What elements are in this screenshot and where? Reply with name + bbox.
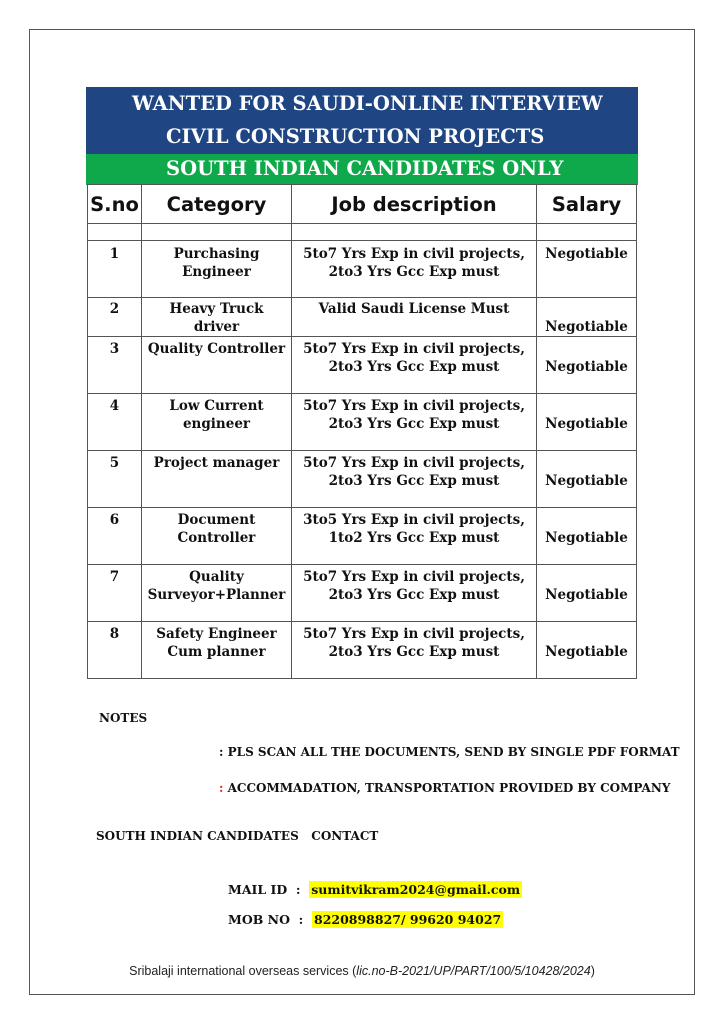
cell-category	[142, 241, 292, 298]
cell-line: Document	[177, 512, 256, 528]
mobile-separator: :	[289, 912, 312, 927]
cell-job-description	[292, 565, 537, 622]
mobile-label: MOB NO	[228, 912, 290, 927]
cell-line: 2	[109, 301, 120, 317]
cell-line: Controller	[177, 530, 256, 546]
mail-value[interactable]: sumitvikram2024@gmail.com	[311, 882, 521, 897]
cell-line: 5to7 Yrs Exp in civil projects,	[303, 398, 525, 414]
cell-salary	[537, 394, 637, 451]
cell-job-description	[292, 508, 537, 565]
cell-salary	[537, 451, 637, 508]
note-scan-documents	[219, 745, 680, 759]
cell-line: 2to3 Yrs Gcc Exp must	[328, 264, 500, 280]
cell-line: 7	[109, 569, 120, 585]
footer-license: lic.no-B-2021/UP/PART/100/5/10428/2024	[356, 964, 591, 978]
cell-line: Valid Saudi License Must	[318, 301, 510, 317]
cell-line: Purchasing	[173, 246, 260, 262]
cell-line: 6	[109, 512, 120, 528]
notes-label: NOTES	[99, 711, 148, 725]
cell-category	[142, 394, 292, 451]
cell-job-description	[292, 298, 537, 337]
header-sno: S.no	[88, 185, 142, 224]
cell-line: 5	[109, 455, 120, 471]
cell-salary	[537, 508, 637, 565]
cell-salary	[537, 298, 637, 337]
cell-line: 5to7 Yrs Exp in civil projects,	[303, 569, 525, 585]
header-salary: Salary	[537, 185, 637, 224]
cell-line: 3to5 Yrs Exp in civil projects,	[303, 512, 525, 528]
cell-sno	[88, 622, 142, 679]
note-colon: :	[219, 781, 224, 795]
cell-salary	[537, 565, 637, 622]
table-row	[88, 337, 637, 394]
cell-category	[142, 298, 292, 337]
cell-line: Quality Controller	[147, 341, 286, 357]
cell-line: driver	[193, 319, 240, 335]
note-accommodation	[219, 781, 670, 795]
footer-close: )	[590, 964, 595, 978]
header-category: Category	[142, 185, 292, 224]
banner-subtitle: CIVIL CONSTRUCTION PROJECTS	[86, 120, 638, 154]
mail-line	[228, 882, 522, 897]
table-spacer-row	[88, 224, 637, 241]
cell-line: 8	[109, 626, 120, 642]
banner-title: WANTED FOR SAUDI-ONLINE INTERVIEW	[86, 87, 638, 120]
cell-line: Low Current	[169, 398, 264, 414]
note-text: ACCOMMADATION, TRANSPORTATION PROVIDED BY COMPANY	[223, 781, 671, 795]
cell-sno	[88, 337, 142, 394]
job-rows	[88, 241, 637, 679]
table-row	[88, 508, 637, 565]
cell-line: Negotiable	[545, 587, 628, 603]
mail-label: MAIL ID	[228, 882, 288, 897]
contact-heading: SOUTH INDIAN CANDIDATES CONTACT	[96, 829, 379, 843]
cell-category	[142, 451, 292, 508]
cell-line: Engineer	[182, 264, 251, 280]
cell-line: 1to2 Yrs Gcc Exp must	[328, 530, 500, 546]
cell-line: engineer	[182, 416, 251, 432]
cell-sno	[88, 565, 142, 622]
cell-line: 1	[109, 246, 120, 262]
jobs-table	[87, 184, 637, 679]
cell-line: Negotiable	[545, 246, 628, 262]
cell-line: Surveyor+Planner	[147, 587, 286, 603]
header-job-description: Job description	[292, 185, 537, 224]
cell-line: 2to3 Yrs Gcc Exp must	[328, 359, 500, 375]
cell-salary	[537, 241, 637, 298]
table-row	[88, 394, 637, 451]
cell-line: 2to3 Yrs Gcc Exp must	[328, 587, 500, 603]
cell-sno	[88, 394, 142, 451]
cell-line: Negotiable	[545, 644, 628, 660]
cell-line: Negotiable	[545, 416, 628, 432]
cell-salary	[537, 622, 637, 679]
cell-line: Negotiable	[545, 530, 628, 546]
cell-line: 4	[109, 398, 120, 414]
table-header-row	[88, 185, 637, 224]
cell-line: Project manager	[153, 455, 280, 471]
cell-sno	[88, 508, 142, 565]
cell-line: 5to7 Yrs Exp in civil projects,	[303, 455, 525, 471]
cell-line: 5to7 Yrs Exp in civil projects,	[303, 246, 525, 262]
cell-line: Heavy Truck	[169, 301, 264, 317]
cell-line: Quality	[189, 569, 244, 585]
cell-job-description	[292, 451, 537, 508]
table-row	[88, 241, 637, 298]
table-row	[88, 622, 637, 679]
table-row	[88, 565, 637, 622]
cell-category	[142, 565, 292, 622]
cell-category	[142, 508, 292, 565]
mobile-line	[228, 912, 503, 927]
cell-line: 2to3 Yrs Gcc Exp must	[328, 473, 500, 489]
mobile-value[interactable]: 8220898827/ 99620 94027	[314, 912, 502, 927]
cell-line: 2to3 Yrs Gcc Exp must	[328, 416, 500, 432]
cell-salary	[537, 337, 637, 394]
cell-job-description	[292, 241, 537, 298]
cell-category	[142, 337, 292, 394]
footer-text: Sribalaji international overseas services (	[129, 964, 357, 978]
cell-sno	[88, 241, 142, 298]
cell-line: 5to7 Yrs Exp in civil projects,	[303, 626, 525, 642]
cell-line: 2to3 Yrs Gcc Exp must	[328, 644, 500, 660]
banner-candidates: SOUTH INDIAN CANDIDATES ONLY	[86, 154, 638, 185]
cell-line: 5to7 Yrs Exp in civil projects,	[303, 341, 525, 357]
cell-job-description	[292, 622, 537, 679]
table-row	[88, 298, 637, 337]
cell-sno	[88, 451, 142, 508]
mail-separator: :	[287, 882, 310, 897]
cell-job-description	[292, 394, 537, 451]
cell-line: Negotiable	[545, 359, 628, 375]
cell-category	[142, 622, 292, 679]
cell-sno	[88, 298, 142, 337]
table-row	[88, 451, 637, 508]
cell-line: Cum planner	[167, 644, 266, 660]
footer-agency	[0, 964, 724, 978]
cell-line: Negotiable	[545, 473, 628, 489]
cell-line: Negotiable	[545, 319, 628, 335]
note-text: PLS SCAN ALL THE DOCUMENTS, SEND BY SINGLE PDF FORMAT	[223, 745, 680, 759]
cell-line: Safety Engineer	[156, 626, 277, 642]
cell-job-description	[292, 337, 537, 394]
cell-line: 3	[109, 341, 120, 357]
note-colon: :	[219, 745, 224, 759]
